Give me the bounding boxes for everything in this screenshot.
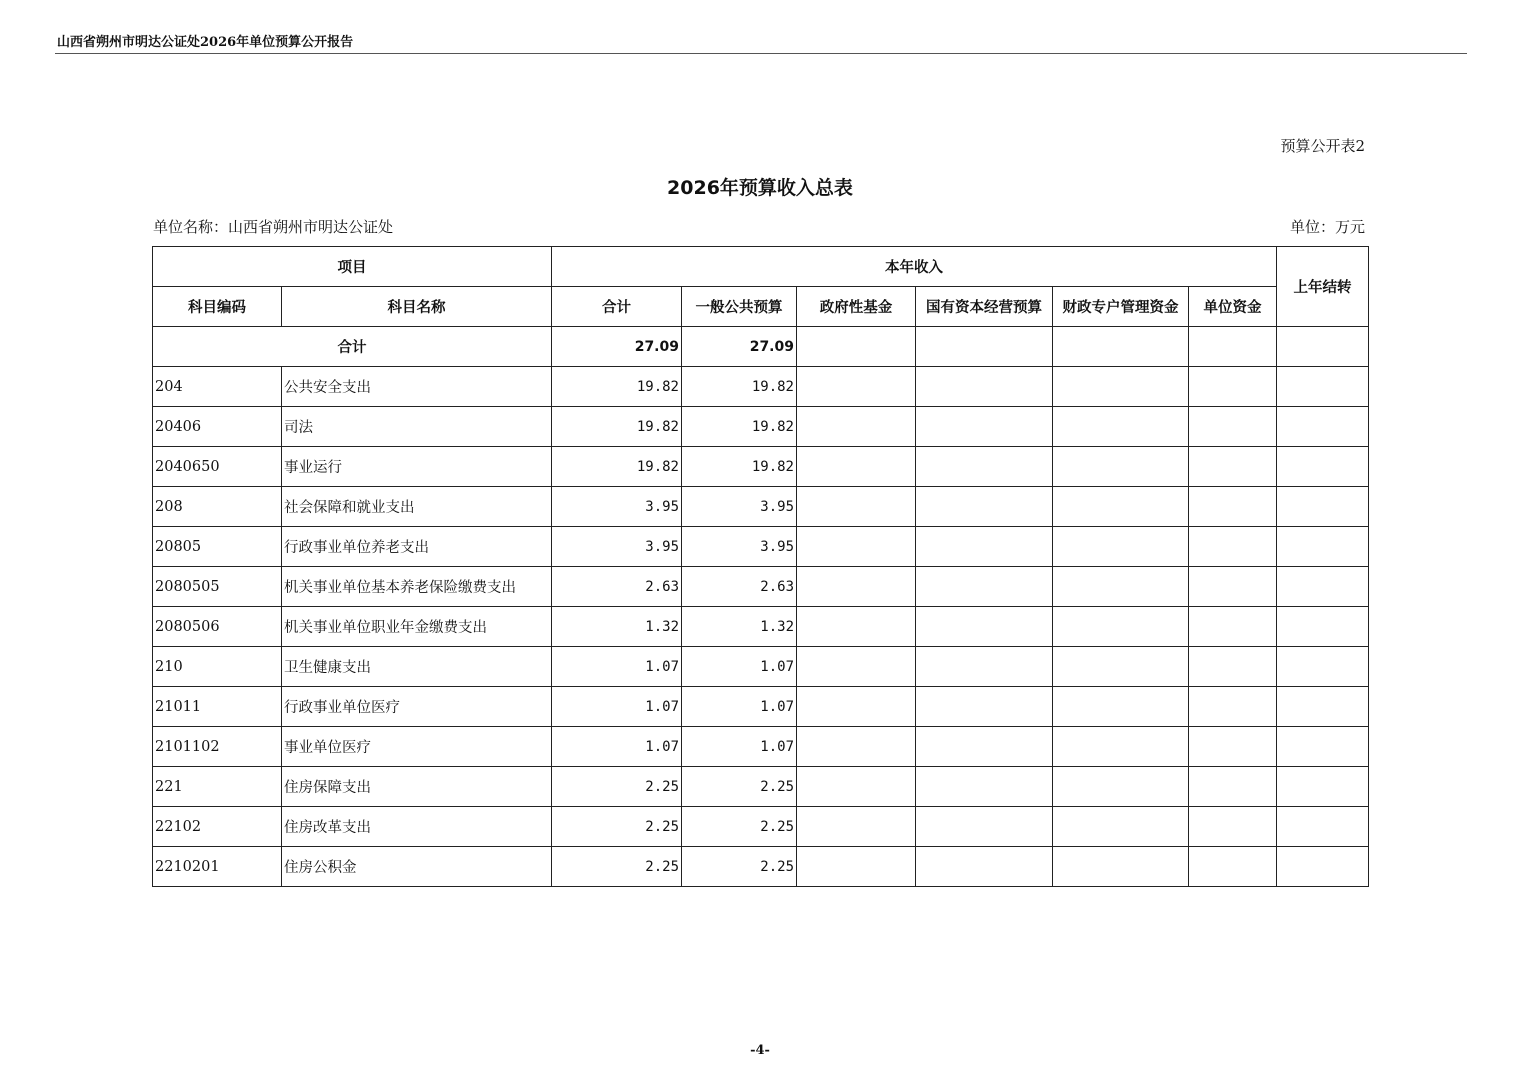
table-row <box>153 567 1369 607</box>
row-name: 行政事业单位养老支出 <box>282 527 552 567</box>
table-row <box>153 527 1369 567</box>
row-unit-funds <box>1189 607 1277 647</box>
row-name: 住房公积金 <box>282 847 552 887</box>
row-name: 卫生健康支出 <box>282 647 552 687</box>
row-unit-funds <box>1189 767 1277 807</box>
row-gov-fund <box>797 727 916 767</box>
row-general-public: 19.82 <box>682 447 797 487</box>
row-unit-funds <box>1189 407 1277 447</box>
row-name: 住房保障支出 <box>282 767 552 807</box>
header-rule <box>55 53 1467 54</box>
row-general-public: 1.07 <box>682 687 797 727</box>
row-gov-fund <box>797 687 916 727</box>
row-total: 19.82 <box>552 407 682 447</box>
table-row <box>153 607 1369 647</box>
row-name: 事业运行 <box>282 447 552 487</box>
header-state-capital: 国有资本经营预算 <box>916 287 1053 327</box>
row-general-public: 2.25 <box>682 767 797 807</box>
total-fiscal-special <box>1053 327 1189 367</box>
row-total: 2.25 <box>552 847 682 887</box>
row-gov-fund <box>797 807 916 847</box>
row-name: 事业单位医疗 <box>282 727 552 767</box>
total-unit-funds <box>1189 327 1277 367</box>
row-name: 行政事业单位医疗 <box>282 687 552 727</box>
row-carryover <box>1277 727 1369 767</box>
row-general-public: 1.07 <box>682 727 797 767</box>
row-general-public: 3.95 <box>682 527 797 567</box>
row-carryover <box>1277 527 1369 567</box>
row-fiscal-special <box>1053 447 1189 487</box>
row-unit-funds <box>1189 807 1277 847</box>
total-general-public: 27.09 <box>682 327 797 367</box>
row-state-capital <box>916 607 1053 647</box>
row-carryover <box>1277 807 1369 847</box>
header-unit-funds: 单位资金 <box>1189 287 1277 327</box>
header-name: 科目名称 <box>282 287 552 327</box>
row-general-public: 19.82 <box>682 407 797 447</box>
header-current-income: 本年收入 <box>552 247 1277 287</box>
row-state-capital <box>916 767 1053 807</box>
row-state-capital <box>916 527 1053 567</box>
row-unit-funds <box>1189 847 1277 887</box>
row-fiscal-special <box>1053 527 1189 567</box>
row-state-capital <box>916 407 1053 447</box>
row-code: 210 <box>153 647 282 687</box>
total-gov-fund <box>797 327 916 367</box>
row-code: 2210201 <box>153 847 282 887</box>
row-name: 公共安全支出 <box>282 367 552 407</box>
table-row <box>153 487 1369 527</box>
row-name: 司法 <box>282 407 552 447</box>
row-fiscal-special <box>1053 647 1189 687</box>
row-code: 22102 <box>153 807 282 847</box>
row-state-capital <box>916 567 1053 607</box>
row-gov-fund <box>797 447 916 487</box>
header-row-1 <box>153 247 1369 287</box>
unit-name: 单位名称：山西省朔州市明达公证处 <box>153 218 394 236</box>
table-row <box>153 807 1369 847</box>
row-total: 1.32 <box>552 607 682 647</box>
table-row <box>153 447 1369 487</box>
row-fiscal-special <box>1053 767 1189 807</box>
row-fiscal-special <box>1053 727 1189 767</box>
row-code: 20406 <box>153 407 282 447</box>
row-code: 2101102 <box>153 727 282 767</box>
row-carryover <box>1277 647 1369 687</box>
row-gov-fund <box>797 367 916 407</box>
document-title: 2026年预算收入总表 <box>667 177 853 199</box>
row-fiscal-special <box>1053 367 1189 407</box>
row-unit-funds <box>1189 647 1277 687</box>
row-unit-funds <box>1189 687 1277 727</box>
row-name: 机关事业单位基本养老保险缴费支出 <box>282 567 552 607</box>
row-carryover <box>1277 607 1369 647</box>
row-code: 208 <box>153 487 282 527</box>
row-general-public: 2.25 <box>682 807 797 847</box>
header-row-2 <box>153 287 1369 327</box>
row-fiscal-special <box>1053 847 1189 887</box>
total-row <box>153 327 1369 367</box>
table-number: 预算公开表2 <box>1280 137 1365 155</box>
row-code: 20805 <box>153 527 282 567</box>
row-code: 2040650 <box>153 447 282 487</box>
row-state-capital <box>916 847 1053 887</box>
row-carryover <box>1277 367 1369 407</box>
row-carryover <box>1277 767 1369 807</box>
header-code: 科目编码 <box>153 287 282 327</box>
table-row <box>153 847 1369 887</box>
row-carryover <box>1277 447 1369 487</box>
row-unit-funds <box>1189 727 1277 767</box>
row-gov-fund <box>797 527 916 567</box>
row-unit-funds <box>1189 367 1277 407</box>
row-state-capital <box>916 447 1053 487</box>
row-fiscal-special <box>1053 407 1189 447</box>
row-general-public: 2.63 <box>682 567 797 607</box>
row-carryover <box>1277 567 1369 607</box>
row-state-capital <box>916 807 1053 847</box>
row-total: 3.95 <box>552 487 682 527</box>
row-general-public: 3.95 <box>682 487 797 527</box>
row-state-capital <box>916 367 1053 407</box>
row-fiscal-special <box>1053 487 1189 527</box>
header-item: 项目 <box>153 247 552 287</box>
table-row <box>153 407 1369 447</box>
row-fiscal-special <box>1053 807 1189 847</box>
row-gov-fund <box>797 767 916 807</box>
row-code: 2080505 <box>153 567 282 607</box>
row-name: 住房改革支出 <box>282 807 552 847</box>
row-general-public: 19.82 <box>682 367 797 407</box>
table-row <box>153 727 1369 767</box>
row-state-capital <box>916 727 1053 767</box>
header-fiscal-special: 财政专户管理资金 <box>1053 287 1189 327</box>
total-label: 合计 <box>153 327 552 367</box>
row-unit-funds <box>1189 527 1277 567</box>
row-name: 机关事业单位职业年金缴费支出 <box>282 607 552 647</box>
row-fiscal-special <box>1053 567 1189 607</box>
total-amount: 27.09 <box>552 327 682 367</box>
row-fiscal-special <box>1053 687 1189 727</box>
row-code: 21011 <box>153 687 282 727</box>
budget-income-table <box>152 246 1369 887</box>
row-carryover <box>1277 687 1369 727</box>
row-state-capital <box>916 487 1053 527</box>
row-carryover <box>1277 407 1369 447</box>
row-unit-funds <box>1189 447 1277 487</box>
row-state-capital <box>916 647 1053 687</box>
row-general-public: 1.07 <box>682 647 797 687</box>
row-total: 1.07 <box>552 727 682 767</box>
row-total: 1.07 <box>552 687 682 727</box>
row-state-capital <box>916 687 1053 727</box>
row-gov-fund <box>797 607 916 647</box>
row-unit-funds <box>1189 567 1277 607</box>
table-row <box>153 367 1369 407</box>
row-total: 19.82 <box>552 367 682 407</box>
total-state-capital <box>916 327 1053 367</box>
row-code: 2080506 <box>153 607 282 647</box>
row-fiscal-special <box>1053 607 1189 647</box>
page-number: -4- <box>750 1043 770 1058</box>
table-row <box>153 647 1369 687</box>
row-general-public: 2.25 <box>682 847 797 887</box>
header-general-public: 一般公共预算 <box>682 287 797 327</box>
row-total: 2.25 <box>552 767 682 807</box>
running-header: 山西省朔州市明达公证处2026年单位预算公开报告 <box>57 35 354 50</box>
header-gov-fund: 政府性基金 <box>797 287 916 327</box>
row-total: 3.95 <box>552 527 682 567</box>
row-carryover <box>1277 487 1369 527</box>
row-code: 204 <box>153 367 282 407</box>
table-row <box>153 687 1369 727</box>
row-carryover <box>1277 847 1369 887</box>
row-gov-fund <box>797 407 916 447</box>
row-gov-fund <box>797 567 916 607</box>
row-gov-fund <box>797 647 916 687</box>
row-gov-fund <box>797 487 916 527</box>
row-name: 社会保障和就业支出 <box>282 487 552 527</box>
row-code: 221 <box>153 767 282 807</box>
header-carryover: 上年结转 <box>1277 247 1369 327</box>
row-unit-funds <box>1189 487 1277 527</box>
row-total: 2.63 <box>552 567 682 607</box>
row-total: 1.07 <box>552 647 682 687</box>
row-total: 2.25 <box>552 807 682 847</box>
row-general-public: 1.32 <box>682 607 797 647</box>
row-gov-fund <box>797 847 916 887</box>
currency-unit: 单位：万元 <box>1289 218 1365 236</box>
table-row <box>153 767 1369 807</box>
header-total: 合计 <box>552 287 682 327</box>
row-total: 19.82 <box>552 447 682 487</box>
total-carryover <box>1277 327 1369 367</box>
